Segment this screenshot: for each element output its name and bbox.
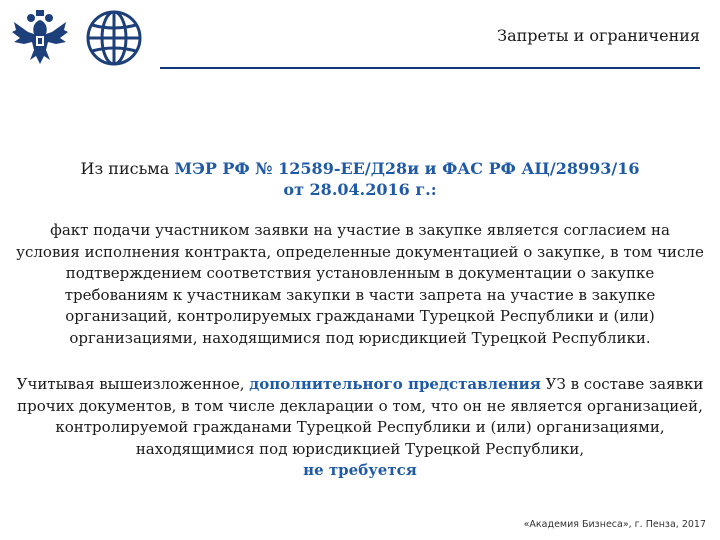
russian-eagle-emblem-icon xyxy=(8,6,72,70)
globe-icon xyxy=(84,8,144,68)
paragraph-consent: факт подачи участником заявки на участие в закупке является согласием на условия исполнения контракта, определенные документацией о закупке, в том числе подтверждением соответствия установленным в документации о закупке требованиям к участникам закупки в части запрета на участие в закупке организаций, контролируемых гражданами Турецкой Республики и (или) организациями, находящимися под юрисдикцией Турецкой Республики. xyxy=(16,221,704,347)
source-reference xyxy=(20,158,700,200)
conclusion-text-2: УЗ в составе заявки прочих документов, в том числе декларации о том, что он не является организацией, контролируемой гражданами Турецкой Республики и (или) организациями, находящимися под юрисдикцией Турецкой Республики, xyxy=(17,375,704,458)
letter-reference: МЭР РФ № 12589-ЕЕ/Д28и и ФАС РФ АЦ/28993/16 xyxy=(174,159,640,178)
paragraph-conclusion xyxy=(16,374,704,482)
highlight-additional: дополнительного представления xyxy=(249,375,541,393)
lead-prefix: Из письма xyxy=(80,159,175,178)
header-divider xyxy=(160,67,700,69)
conclusion-text-1: Учитывая вышеизложенное, xyxy=(16,375,250,393)
letter-date: от 28.04.2016 г.: xyxy=(283,180,437,199)
highlight-not-required: не требуется xyxy=(303,461,417,479)
footer-credit: «Академия Бизнеса», г. Пенза, 2017 xyxy=(523,519,706,530)
slide-title: Запреты и ограничения xyxy=(497,26,700,45)
slide-header xyxy=(0,0,720,80)
